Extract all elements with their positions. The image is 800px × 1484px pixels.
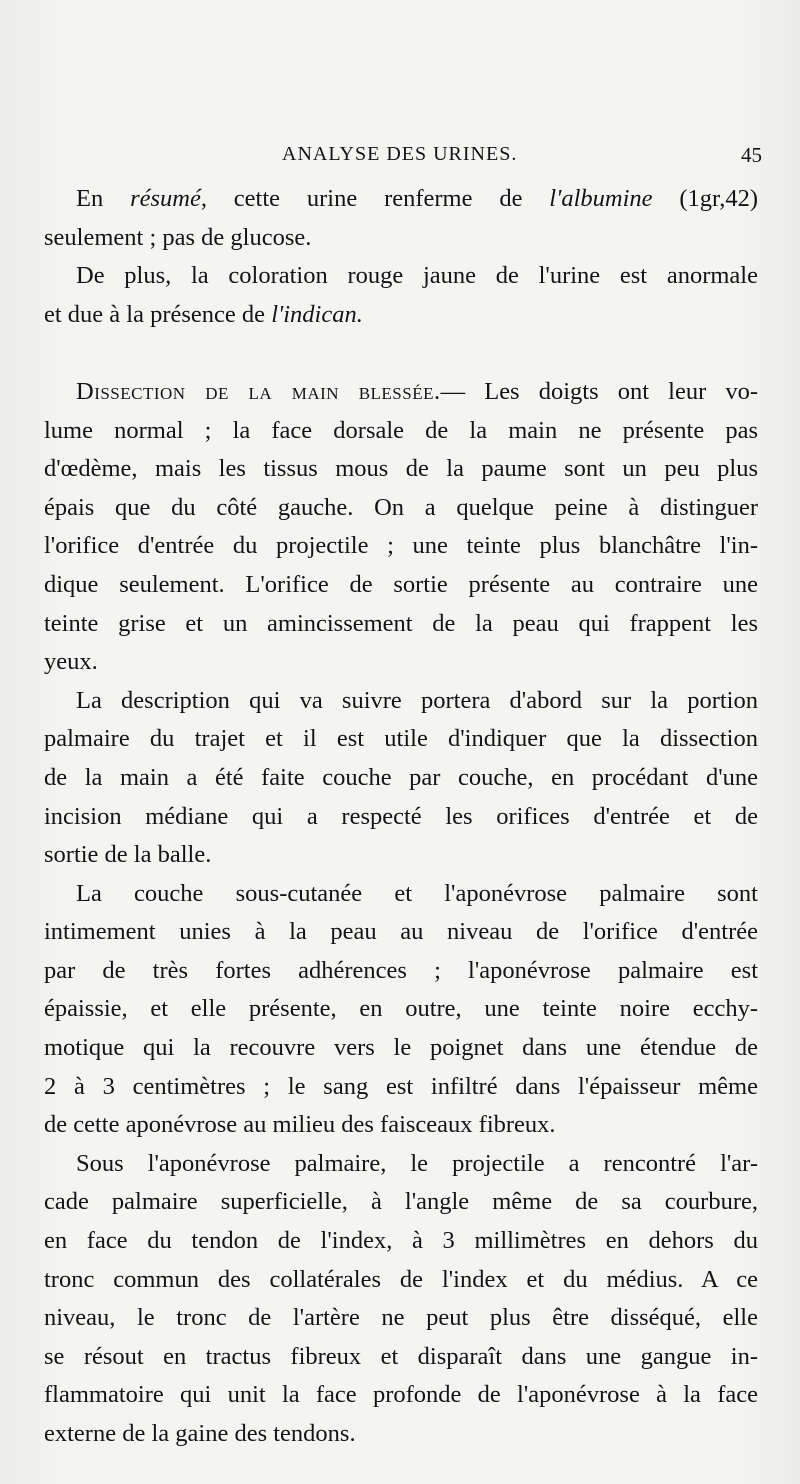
paragraph-summary [44, 180, 758, 257]
text-line: seulement ; pas de glucose. [44, 223, 312, 251]
paragraph-description [44, 682, 758, 875]
text-line: motique qui la recouvre vers le poignet dans une étendue de [44, 1034, 758, 1062]
text-line: 2 à 3 centimètres ; le sang est infiltré dans l'épaisseur même [44, 1072, 758, 1100]
paragraph-dissection [44, 373, 758, 682]
paragraph-coloration [44, 257, 758, 334]
text-line: de cette aponévrose au milieu des faisceaux fibreux. [44, 1111, 556, 1139]
text-line: yeux. [44, 648, 98, 676]
text-line: épaissie, et elle présente, en outre, une teinte noire ecchy- [44, 995, 758, 1023]
text-line: en face du tendon de l'index, à 3 millimètres en dehors du [44, 1227, 758, 1255]
body-text [44, 180, 758, 1454]
text-line: se résout en tractus fibreux et disparaît dans une gangue in- [44, 1342, 758, 1370]
text-line: flammatoire qui unit la face profonde de l'aponévrose à la face [44, 1381, 758, 1409]
text-line: tronc commun des collatérales de l'index et du médius. A ce [44, 1265, 758, 1293]
text-line: d'œdème, mais les tissus mous de la paume sont un peu plus [44, 455, 758, 483]
text-line: La description qui va suivre portera d'abord sur la portion [76, 686, 758, 714]
page-header [44, 143, 762, 173]
text-line: De plus, la coloration rouge jaune de l'urine est anormale [76, 262, 758, 290]
running-title: ANALYSE DES URINES. [282, 143, 518, 165]
text-line: intimement unies à la peau au niveau de l'orifice d'entrée [44, 918, 758, 946]
text-line: cade palmaire superficielle, à l'angle même de sa courbure, [44, 1188, 758, 1216]
text-line: Sous l'aponévrose palmaire, le projectile a rencontré l'ar- [76, 1149, 758, 1177]
text-line: La couche sous-cutanée et l'aponévrose palmaire sont [76, 879, 758, 907]
text-line: palmaire du trajet et il est utile d'indiquer que la dissection [44, 725, 758, 753]
text-line: externe de la gaine des tendons. [44, 1420, 356, 1447]
text-line: et due à la présence de l'indican. [44, 300, 363, 328]
page-number: 45 [741, 143, 762, 167]
section-heading: Dissection de la main blessée. [76, 377, 441, 405]
text-line: niveau, le tronc de l'artère ne peut plus être disséqué, elle [44, 1304, 758, 1332]
text-line: teinte grise et un amincissement de la peau qui frappent les [44, 609, 758, 637]
text-line: de la main a été faite couche par couche, en procédant d'une [44, 763, 758, 791]
text-line: Dissection de la main blessée.— Les doigts ont leur vo- [76, 377, 759, 405]
text-line: lume normal ; la face dorsale de la main ne présente pas [44, 416, 758, 444]
text-line: l'orifice d'entrée du projectile ; une teinte plus blanchâtre l'in- [44, 532, 758, 560]
text-line: épais que du côté gauche. On a quelque peine à distinguer [44, 493, 758, 521]
paragraph-projectile [44, 1145, 758, 1454]
text-line: dique seulement. L'orifice de sortie présente au contraire une [44, 570, 758, 598]
text-line: sortie de la balle. [44, 841, 212, 869]
text-line: incision médiane qui a respecté les orifices d'entrée et de [44, 802, 758, 830]
text-line: par de très fortes adhérences ; l'aponévrose palmaire est [44, 956, 758, 984]
paragraph-subcutaneous [44, 875, 758, 1145]
section-gap [44, 334, 758, 373]
text-line: En résumé, cette urine renferme de l'albumine (1gr,42) [76, 185, 758, 212]
